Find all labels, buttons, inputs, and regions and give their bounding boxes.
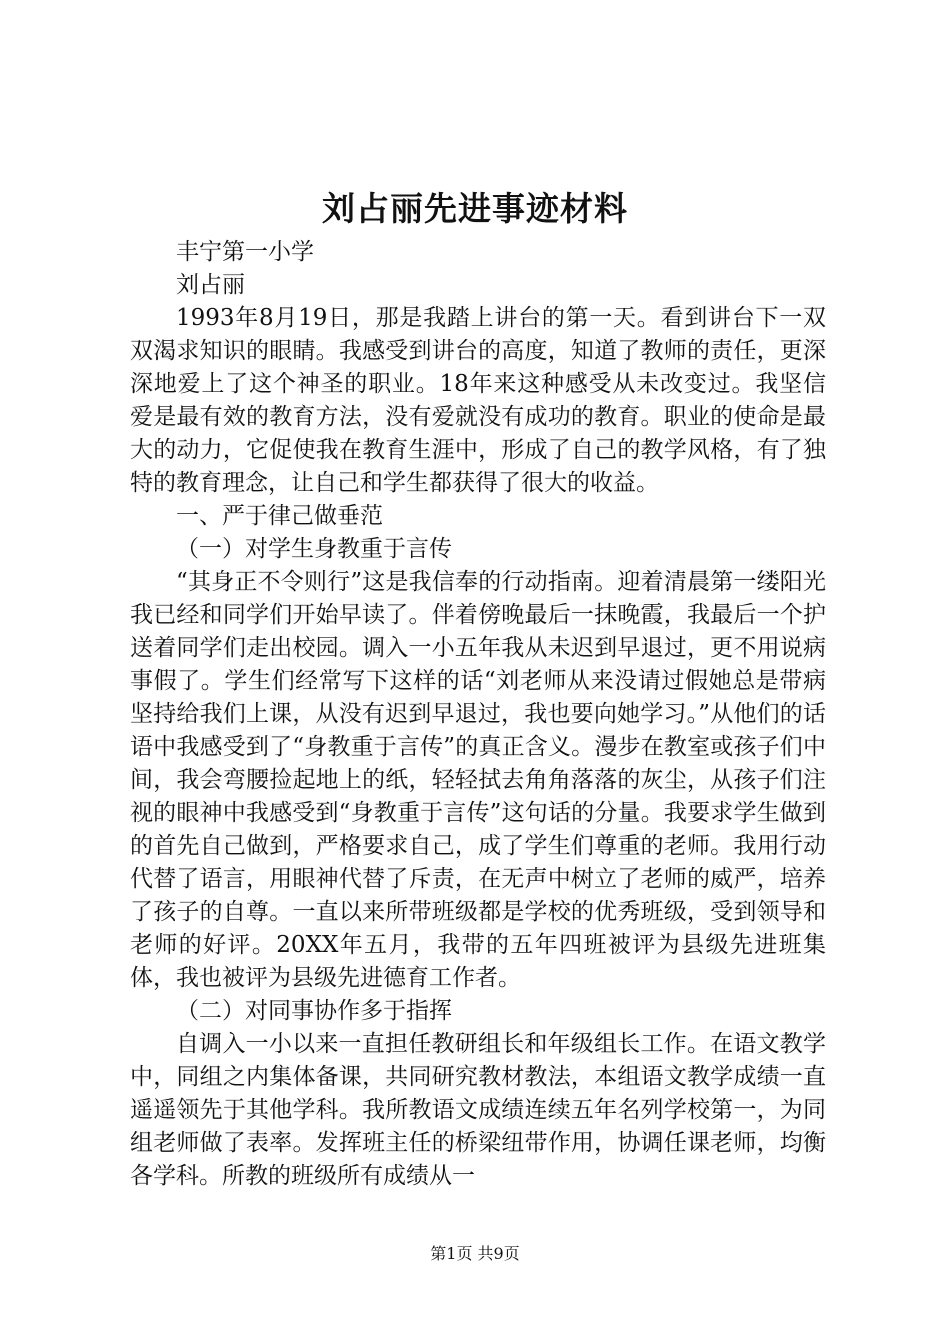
paragraph-students: “其身正不令则行”这是我信奉的行动指南。迎着清晨第一缕阳光我已经和同学们开始早读了。伴着傍晚最后一抹晚霞，我最后一个护送着同学们走出校园。调入一小五年我从未迟到早退过，更不用说病事假了。学生们经常写下这样的话“刘老师从来没请过假她总是带病坚持给我们上课，从没有迟到早退过，我也要向她学习。”从他们的话语中我感受到了“身教重于言传”的真正含义。漫步在教室或孩子们中间，我会弯腰捡起地上的纸，轻轻拭去角角落落的灰尘，从孩子们注视的眼神中我感受到“身教重于言传”这句话的分量。我要求学生做到的首先自己做到，严格要求自己，成了学生们尊重的老师。我用行动代替了语言，用眼神代替了斥责，在无声中树立了老师的威严，培养了孩子的自尊。一直以来所带班级都是学校的优秀班级，受到领导和老师的好评。20XX年五月，我带的五年四班被评为县级先进班集体，我也被评为县级先进德育工作者。 (130, 569, 826, 991)
paragraph-colleagues: 自调入一小以来一直担任教研组长和年级组长工作。在语文教学中，同组之内集体备课，共同研究教材教法，本组语文教学成绩一直遥遥领先于其他学科。我所教语文成绩连续五年名列学校第一，为同组老师做了表率。发挥班主任的桥梁纽带作用，协调任课老师，均衡各学科。所教的班级所有成绩从一 (130, 1031, 826, 1189)
subsection-heading-2: （二）对同事协作多于指挥 (176, 998, 452, 1024)
author-line: 刘占丽 (176, 272, 245, 298)
document-body (130, 236, 826, 1193)
school-line: 丰宁第一小学 (176, 239, 314, 265)
subsection-heading-1: （一）对学生身教重于言传 (176, 536, 452, 562)
paragraph-intro: 1993年8月19日，那是我踏上讲台的第一天。看到讲台下一双双渴求知识的眼睛。我感受到讲台的高度，知道了教师的责任，更深深地爱上了这个神圣的职业。18年来这种感受从未改变过。我坚信爱是最有效的教育方法，没有爱就没有成功的教育。职业的使命是最大的动力，它促使我在教育生涯中，形成了自己的教学风格，有了独特的教育理念，让自己和学生都获得了很大的收益。 (130, 305, 826, 496)
document-title: 刘占丽先进事迹材料 (322, 189, 628, 228)
section-heading-1: 一、严于律己做垂范 (176, 503, 383, 529)
page-number-footer: 第1页 共9页 (430, 1244, 520, 1263)
